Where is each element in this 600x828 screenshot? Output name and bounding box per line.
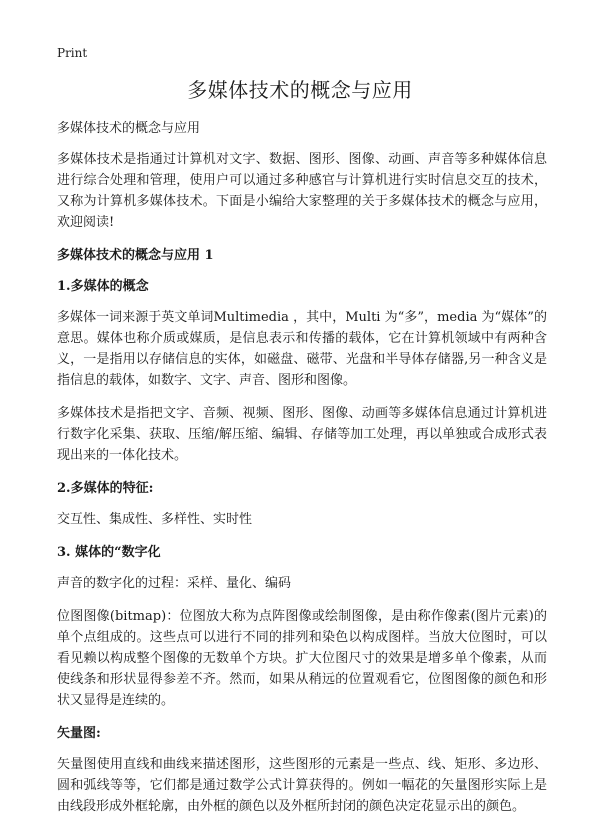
page-title: 多媒体技术的概念与应用 bbox=[187, 78, 413, 102]
section-heading: 多媒体技术的概念与应用 1 bbox=[57, 248, 214, 263]
heading-vector: 矢量图: bbox=[57, 726, 101, 741]
document-body bbox=[57, 118, 547, 828]
vector-paragraph: 矢量图使用直线和曲线来描述图形，这些图形的元素是一些点、线、矩形、多边形、圆和弧线等等，它们都是通过数学公式计算获得的。例如一幅花的矢量图形实际上是由线段形成外框轮廓，由外框的颜色以及外框所封闭的颜色决定花显示出的颜色。 bbox=[57, 757, 547, 814]
concept-paragraph-1: 多媒体一词来源于英文单词Multimedia ，其中，Multi 为“多”，media 为“媒体”的意思。媒体也称介质或媒质，是信息表示和传播的载体，它在计算机领域中有两种含义，一是指用以存储信息的实体，如磁盘、磁带、光盘和半导体存储器,另一种含义是指信息的载体，如数字、文字、声音、图形和图像。 bbox=[57, 310, 547, 388]
features-paragraph: 交互性、集成性、多样性、实时性 bbox=[57, 512, 253, 527]
heading-concept: 1.多媒体的概念 bbox=[57, 279, 149, 294]
heading-digital: 3. 媒体的“数字化 bbox=[57, 545, 161, 560]
digital-paragraph-1: 声音的数字化的过程：采样、量化、编码 bbox=[57, 576, 292, 591]
concept-paragraph-2: 多媒体技术是指把文字、音频、视频、图形、图像、动画等多媒体信息通过计算机进行数字化采集、获取、压缩/解压缩、编辑、存储等加工处理，再以单独或合成形式表现出来的一体化技术。 bbox=[57, 406, 547, 463]
intro-paragraph: 多媒体技术是指通过计算机对文字、数据、图形、图像、动画、声音等多种媒体信息进行综合处理和管理，使用户可以通过多种感官与计算机进行实时信息交互的技术，又称为计算机多媒体技术。下面是小编给大家整理的关于多媒体技术的概念与应用，欢迎阅读! bbox=[57, 152, 547, 230]
digital-paragraph-2: 位图图像(bitmap)：位图放大称为点阵图像或绘制图像，是由称作像素(图片元素)的单个点组成的。这些点可以进行不同的排列和染色以构成图样。当放大位图时，可以看见赖以构成整个图像的无数单个方块。扩大位图尺寸的效果是增多单个像素，从而使线条和形状显得参差不齐。然而，如果从稍远的位置观看它，位图图像的颜色和形状又显得是连续的。 bbox=[57, 609, 548, 708]
heading-features: 2.多媒体的特征: bbox=[57, 481, 154, 496]
document-subtitle: 多媒体技术的概念与应用 bbox=[57, 121, 201, 136]
print-link[interactable]: Print bbox=[57, 46, 88, 60]
